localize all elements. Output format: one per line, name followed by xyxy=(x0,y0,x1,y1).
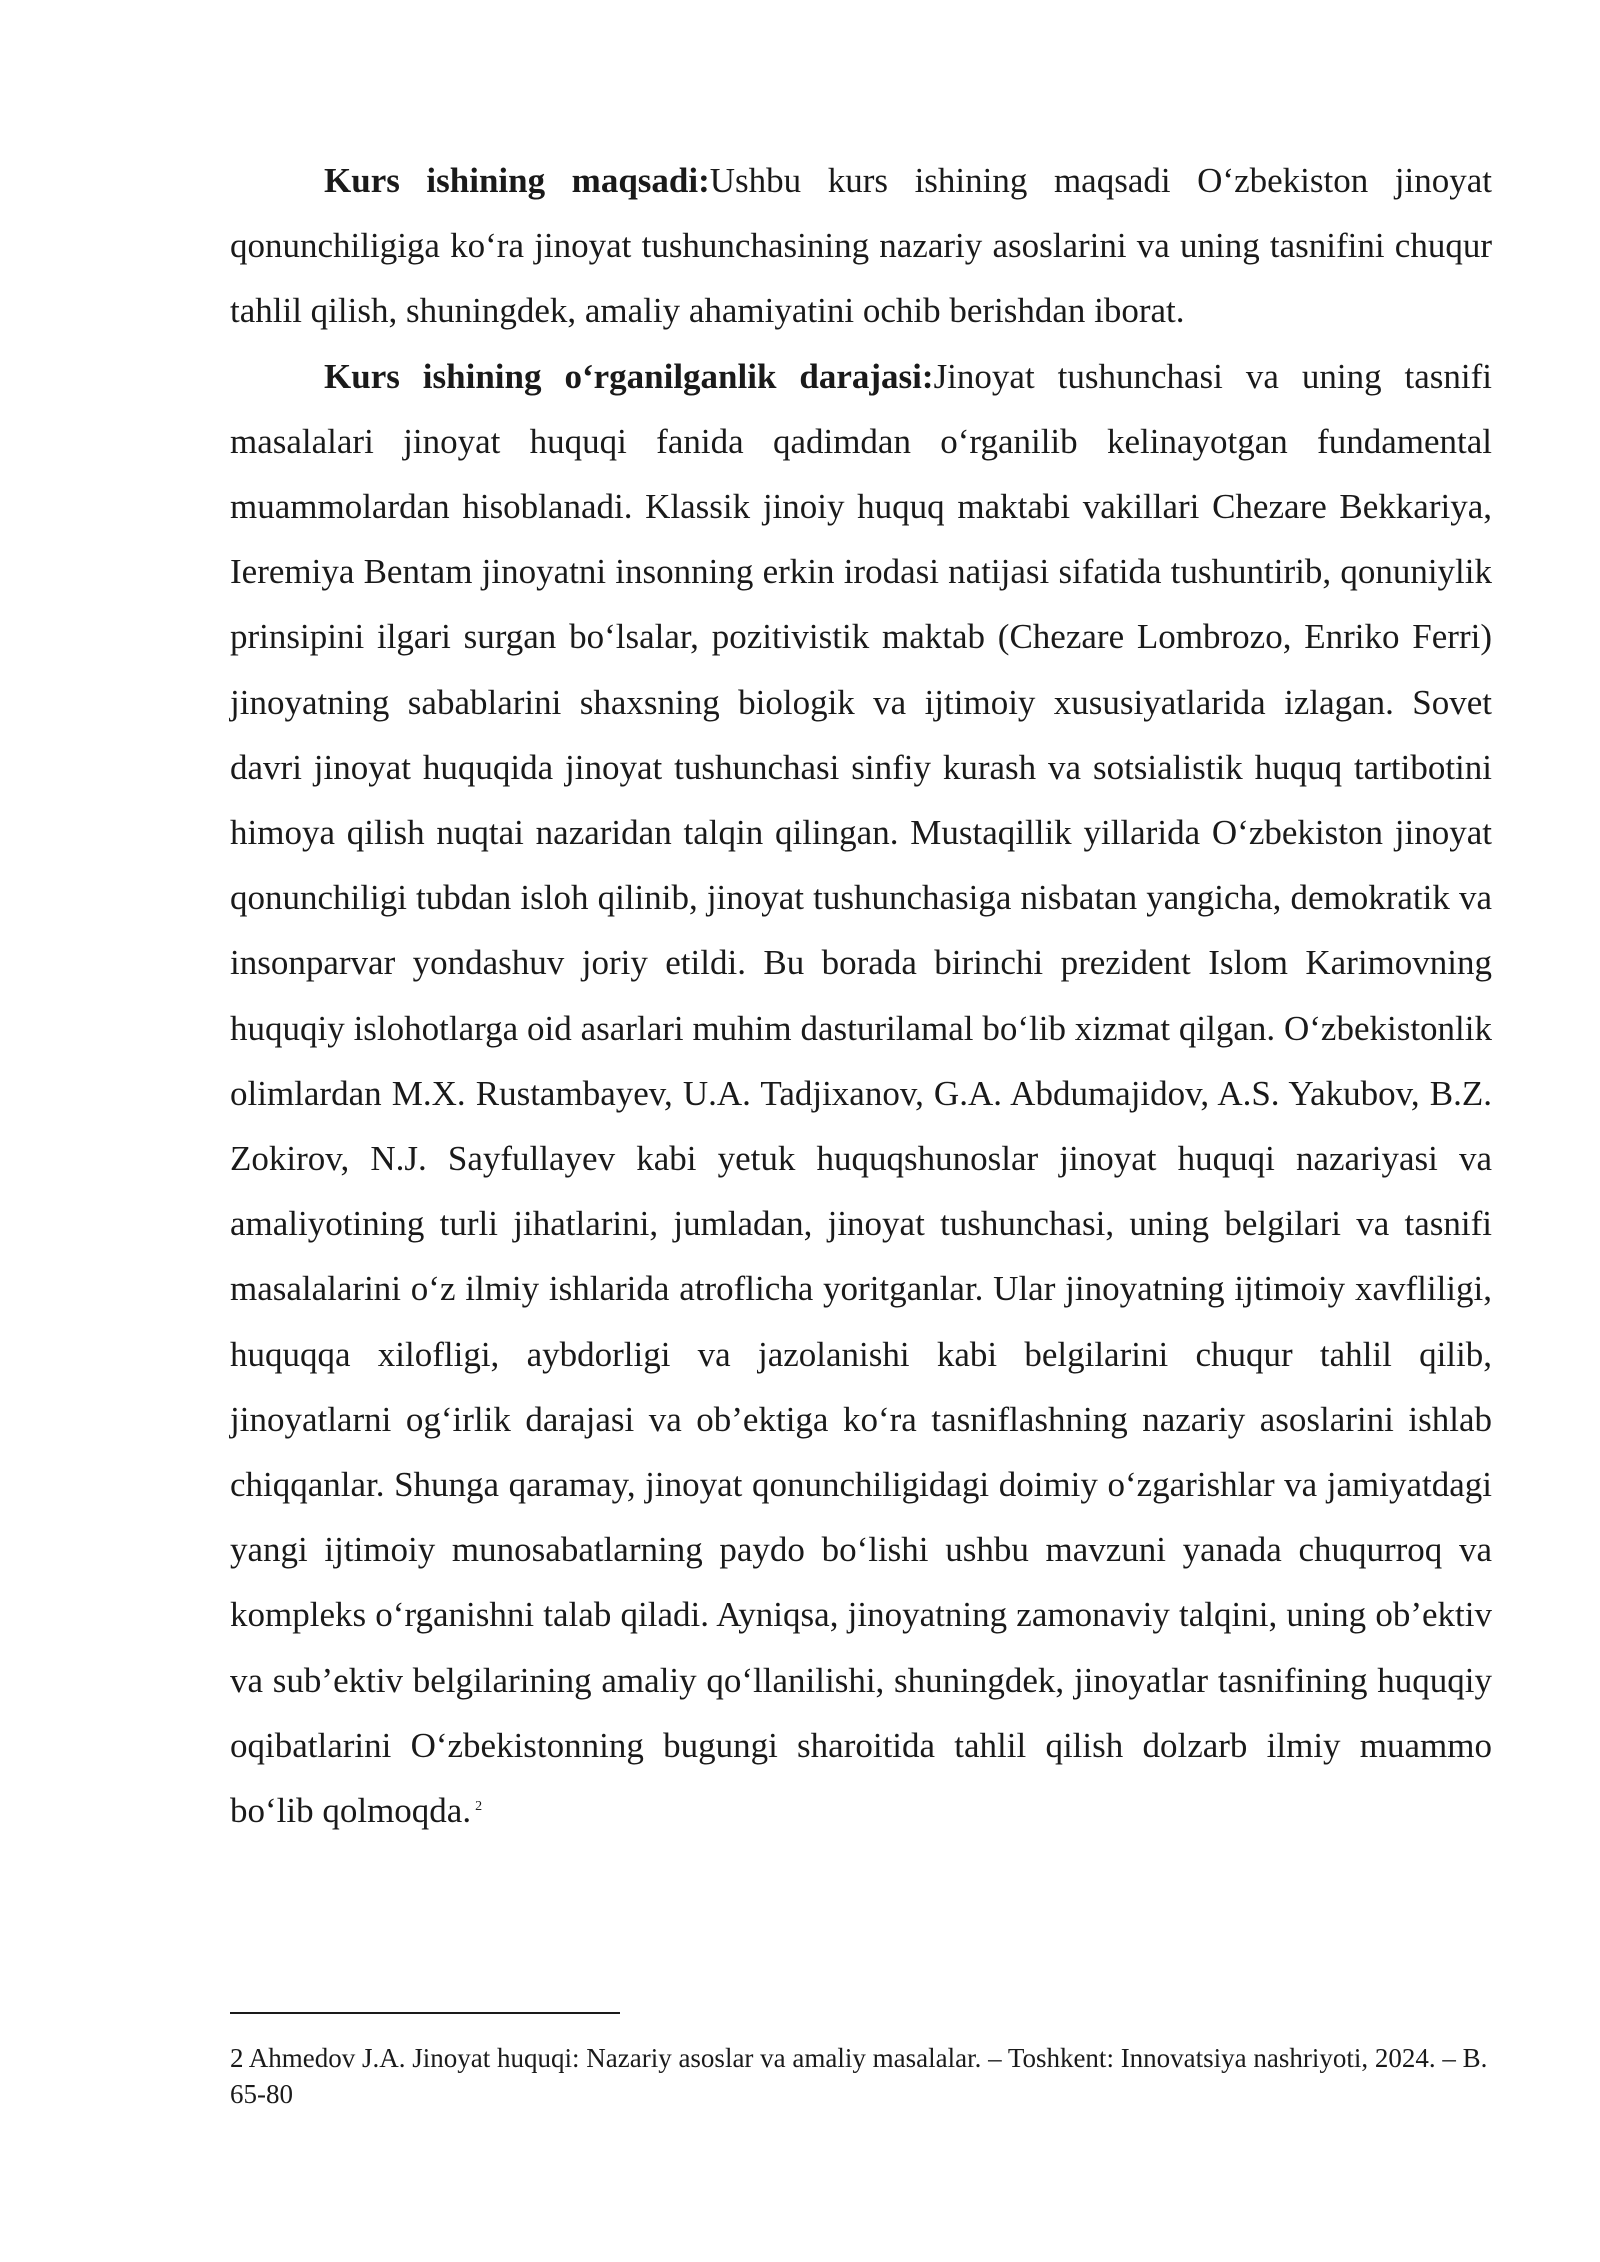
footnote-text: Ahmedov J.A. Jinoyat huquqi: Nazariy asoslar va amaliy masalalar. – Toshkent: Innovatsiya nashriyoti, 2024. – B. 65-80 xyxy=(230,2043,1488,2109)
footnote-number: 2 xyxy=(230,2043,244,2073)
paragraph-text: Ushbu kurs ishining maqsadi O‘zbekiston jinoyat qonunchiligiga ko‘ra jinoyat tushunchasining nazariy asoslarini va uning tasnifini chuqur tahlil qilish, shuningdek, amaliy ahamiyatini ochib berishdan iborat. xyxy=(230,161,1492,331)
paragraph-heading: Kurs ishining maqsadi: xyxy=(324,161,710,200)
paragraph-literature-review xyxy=(230,344,1492,1844)
footnote-reference[interactable]: 2 xyxy=(475,1799,483,1815)
footnote xyxy=(230,2040,1492,2112)
footnote-separator xyxy=(230,2012,620,2014)
paragraph-purpose xyxy=(230,148,1492,344)
paragraph-heading: Kurs ishining o‘rganilganlik darajasi: xyxy=(324,356,934,396)
body-text xyxy=(230,148,1492,1843)
paragraph-text: Jinoyat tushunchasi va uning tasnifi masalalari jinoyat huquqi fanida qadimdan o‘rganilib kelinayotgan fundamental muammolardan hisoblanadi. Klassik jinoiy huquq maktabi vakillari Chezare Bekkariya, Ieremiya Bentam jinoyatni insonning erkin irodasi natijasi sifatida tushuntirib, qonuniylik prinsipini ilgari surgan bo‘lsalar, pozitivistik maktab (Chezare Lombrozo, Enriko Ferri) jinoyatning sabablarini shaxsning biologik va ijtimoiy xususiyatlarida izlagan. Sovet davri jinoyat huquqida jinoyat tushunchasi sinfiy kurash va sotsialistik huquq tartibotini himoya qilish nuqtai nazaridan talqin qilingan. Mustaqillik yillarida O‘zbekiston jinoyat qonunchiligi tubdan isloh qilinib, jinoyat tushunchasiga nisbatan yangicha, demokratik va insonparvar yondashuv joriy etildi. Bu borada birinchi prezident Islom Karimovning huquqiy islohotlarga oid asarlari muhim dasturilamal bo‘lib xizmat qilgan. O‘zbekistonlik olimlardan M.X. Rustambayev, U.A. Tadjixanov, G.A. Abdumajidov, A.S. Yakubov, B.Z. Zokirov, N.J. Sayfullayev kabi yetuk huquqshunoslar jinoyat huquqi nazariyasi va amaliyotining turli jihatlarini, jumladan, jinoyat tushunchasi, uning belgilari va tasnifi masalalarini o‘z ilmiy ishlarida atroflicha yoritganlar. Ular jinoyatning ijtimoiy xavfliligi, huquqqa xilofligi, aybdorligi va jazolanishi kabi belgilarini chuqur tahlil qilib, jinoyatlarni og‘irlik darajasi va ob’ektiga ko‘ra tasniflashning nazariy asoslarini ishlab chiqqanlar. Shunga qaramay, jinoyat qonunchiligidagi doimiy o‘zgarishlar va jamiyatdagi yangi ijtimoiy munosabatlarning paydo bo‘lishi ushbu mavzuni yanada chuqurroq va kompleks o‘rganishni talab qiladi. Ayniqsa, jinoyatning zamonaviy talqini, uning ob’ektiv va sub’ektiv belgilarining amaliy qo‘llanilishi, shuningdek, jinoyatlar tasnifining huquqiy oqibatlarini O‘zbekistonning bugungi sharoitida tahlil qilish dolzarb ilmiy muammo bo‘lib qolmoqda. xyxy=(230,356,1493,1831)
